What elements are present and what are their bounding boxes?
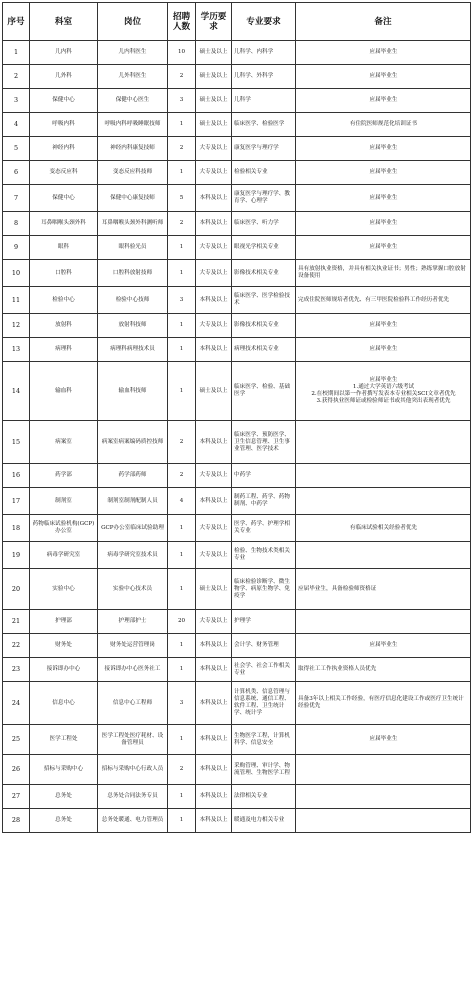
cell-no: 5 xyxy=(3,137,30,161)
cell-note: 应届毕业生 xyxy=(296,185,471,212)
table-row xyxy=(3,212,471,236)
cell-edu: 大专及以上 xyxy=(196,515,232,542)
cell-req: 护理学 xyxy=(232,610,296,634)
cell-note: 应届毕业生 xyxy=(296,725,471,755)
header-no: 序号 xyxy=(3,3,30,41)
cell-note: 应届毕业生 xyxy=(296,338,471,362)
cell-note xyxy=(296,785,471,809)
cell-post: 信息中心工程师 xyxy=(98,682,168,725)
cell-edu: 本科及以上 xyxy=(196,682,232,725)
cell-req: 影像技术相关专业 xyxy=(232,314,296,338)
cell-dept: 总务处 xyxy=(30,785,98,809)
table-row xyxy=(3,362,471,421)
cell-req: 会计学、财务管理 xyxy=(232,634,296,658)
cell-count: 1 xyxy=(168,634,196,658)
cell-count: 2 xyxy=(168,755,196,785)
cell-post: GCP办公室临床试验助理 xyxy=(98,515,168,542)
cell-req: 暖通及电力相关专业 xyxy=(232,809,296,833)
table-row xyxy=(3,137,471,161)
cell-req: 检验相关专业 xyxy=(232,161,296,185)
table-row xyxy=(3,725,471,755)
cell-dept: 接诉即办中心 xyxy=(30,658,98,682)
cell-post: 招标与采购中心行政人员 xyxy=(98,755,168,785)
cell-dept: 医学工程处 xyxy=(30,725,98,755)
table-row xyxy=(3,610,471,634)
cell-count: 1 xyxy=(168,809,196,833)
table-row xyxy=(3,755,471,785)
cell-note: 应届毕业生 xyxy=(296,236,471,260)
cell-no: 6 xyxy=(3,161,30,185)
cell-post: 制剂室制剂配制人员 xyxy=(98,488,168,515)
cell-dept: 神经内科 xyxy=(30,137,98,161)
table-row xyxy=(3,809,471,833)
recruitment-table-sheet xyxy=(2,2,470,833)
cell-no: 17 xyxy=(3,488,30,515)
cell-req: 中药学 xyxy=(232,464,296,488)
cell-req: 临床医学、检验、基础医学 xyxy=(232,362,296,421)
cell-count: 2 xyxy=(168,464,196,488)
cell-edu: 本科及以上 xyxy=(196,421,232,464)
cell-edu: 大专及以上 xyxy=(196,137,232,161)
cell-count: 1 xyxy=(168,658,196,682)
table-row xyxy=(3,161,471,185)
cell-count: 20 xyxy=(168,610,196,634)
cell-post: 保健中心医生 xyxy=(98,89,168,113)
cell-edu: 本科及以上 xyxy=(196,287,232,314)
cell-count: 1 xyxy=(168,338,196,362)
cell-no: 11 xyxy=(3,287,30,314)
cell-edu: 本科及以上 xyxy=(196,785,232,809)
cell-post: 财务处运营管理岗 xyxy=(98,634,168,658)
table-row xyxy=(3,41,471,65)
cell-edu: 大专及以上 xyxy=(196,161,232,185)
cell-post: 放射科技师 xyxy=(98,314,168,338)
cell-req: 儿科学、内科学 xyxy=(232,41,296,65)
cell-count: 1 xyxy=(168,569,196,610)
cell-req: 康复医学与理疗学 xyxy=(232,137,296,161)
cell-post: 儿内科医生 xyxy=(98,41,168,65)
cell-dept: 眼科 xyxy=(30,236,98,260)
cell-dept: 输血科 xyxy=(30,362,98,421)
cell-edu: 硕士及以上 xyxy=(196,362,232,421)
cell-req: 病理技术相关专业 xyxy=(232,338,296,362)
cell-req: 儿科学 xyxy=(232,89,296,113)
cell-req: 眼视光学相关专业 xyxy=(232,236,296,260)
cell-edu: 本科及以上 xyxy=(196,658,232,682)
table-row xyxy=(3,113,471,137)
cell-edu: 硕士及以上 xyxy=(196,41,232,65)
cell-req: 检验、生物技术类相关专业 xyxy=(232,542,296,569)
cell-note: 有临床试验相关经验者优先 xyxy=(296,515,471,542)
cell-edu: 硕士及以上 xyxy=(196,113,232,137)
cell-post: 保健中心康复技师 xyxy=(98,185,168,212)
table-body xyxy=(3,41,471,833)
cell-post: 口腔科放射技师 xyxy=(98,260,168,287)
cell-dept: 病理科 xyxy=(30,338,98,362)
cell-note: 应届毕业生 xyxy=(296,634,471,658)
cell-post: 儿外科医生 xyxy=(98,65,168,89)
header-post: 岗位 xyxy=(98,3,168,41)
table-row xyxy=(3,542,471,569)
cell-edu: 大专及以上 xyxy=(196,464,232,488)
cell-post: 药学部药师 xyxy=(98,464,168,488)
cell-post: 病毒学研究室技术员 xyxy=(98,542,168,569)
cell-no: 9 xyxy=(3,236,30,260)
cell-post: 总务处合同法务专员 xyxy=(98,785,168,809)
cell-note: 应届毕业生 xyxy=(296,41,471,65)
cell-dept: 口腔科 xyxy=(30,260,98,287)
cell-no: 28 xyxy=(3,809,30,833)
cell-dept: 保健中心 xyxy=(30,89,98,113)
cell-note: 应届毕业生，具备检验师资格证 xyxy=(296,569,471,610)
cell-edu: 本科及以上 xyxy=(196,338,232,362)
header-edu: 学历要求 xyxy=(196,3,232,41)
header-count: 招聘人数 xyxy=(168,3,196,41)
header-note: 备注 xyxy=(296,3,471,41)
cell-no: 14 xyxy=(3,362,30,421)
table-row xyxy=(3,185,471,212)
cell-note: 应届毕业生 xyxy=(296,314,471,338)
cell-no: 4 xyxy=(3,113,30,137)
cell-count: 4 xyxy=(168,488,196,515)
cell-dept: 儿外科 xyxy=(30,65,98,89)
cell-edu: 本科及以上 xyxy=(196,634,232,658)
cell-no: 1 xyxy=(3,41,30,65)
cell-edu: 硕士及以上 xyxy=(196,65,232,89)
table-row xyxy=(3,287,471,314)
cell-note: 应届毕业生 1.通过大学英语六级考试 2.在校期间以第一作者撰写发表本专业相关SCI文章者优先 3.获得执业医师证或检验师证书或其他突出表现者优先 xyxy=(296,362,471,421)
cell-post: 检验中心技师 xyxy=(98,287,168,314)
cell-note: 应届毕业生 xyxy=(296,212,471,236)
cell-count: 1 xyxy=(168,314,196,338)
cell-count: 2 xyxy=(168,65,196,89)
header-dept: 科室 xyxy=(30,3,98,41)
cell-no: 3 xyxy=(3,89,30,113)
cell-edu: 大专及以上 xyxy=(196,542,232,569)
cell-count: 1 xyxy=(168,161,196,185)
cell-no: 2 xyxy=(3,65,30,89)
cell-note xyxy=(296,464,471,488)
cell-note xyxy=(296,421,471,464)
cell-edu: 大专及以上 xyxy=(196,610,232,634)
cell-post: 总务处暖通、电力管理员 xyxy=(98,809,168,833)
cell-dept: 耳鼻咽喉头颈外科 xyxy=(30,212,98,236)
cell-count: 3 xyxy=(168,287,196,314)
cell-count: 1 xyxy=(168,113,196,137)
table-row xyxy=(3,338,471,362)
cell-post: 变态反应科技师 xyxy=(98,161,168,185)
cell-no: 18 xyxy=(3,515,30,542)
cell-req: 社会学、社会工作相关专业 xyxy=(232,658,296,682)
cell-edu: 硕士及以上 xyxy=(196,89,232,113)
cell-post: 呼吸内科呼吸睡眠技师 xyxy=(98,113,168,137)
cell-count: 3 xyxy=(168,682,196,725)
table-row xyxy=(3,89,471,113)
cell-count: 1 xyxy=(168,236,196,260)
cell-no: 26 xyxy=(3,755,30,785)
table-row xyxy=(3,785,471,809)
cell-post: 输血科技师 xyxy=(98,362,168,421)
table-row xyxy=(3,260,471,287)
cell-note xyxy=(296,809,471,833)
table-row xyxy=(3,464,471,488)
cell-edu: 大专及以上 xyxy=(196,260,232,287)
cell-note: 应届毕业生 xyxy=(296,65,471,89)
cell-no: 15 xyxy=(3,421,30,464)
cell-count: 5 xyxy=(168,185,196,212)
cell-count: 1 xyxy=(168,515,196,542)
recruitment-table xyxy=(2,2,471,833)
cell-note xyxy=(296,488,471,515)
cell-req: 影像技术相关专业 xyxy=(232,260,296,287)
cell-note: 完成住院医师规培者优先、有三甲医院检验科工作经历者优先 xyxy=(296,287,471,314)
cell-note xyxy=(296,755,471,785)
cell-note: 有住院医师规范化培训证书 xyxy=(296,113,471,137)
cell-post: 病理科病理技术员 xyxy=(98,338,168,362)
cell-note: 取得社工工作执业资格人员优先 xyxy=(296,658,471,682)
cell-no: 23 xyxy=(3,658,30,682)
cell-dept: 变态反应科 xyxy=(30,161,98,185)
cell-post: 医学工程处医疗耗材、设备管理员 xyxy=(98,725,168,755)
cell-req: 临床检验诊断学、微生物学、病原生物学、免疫学 xyxy=(232,569,296,610)
cell-dept: 信息中心 xyxy=(30,682,98,725)
table-row xyxy=(3,658,471,682)
cell-no: 21 xyxy=(3,610,30,634)
cell-req: 制药工程、药学、药物制剂、中药学 xyxy=(232,488,296,515)
cell-req: 采购管理、审计学、物流管理、生物医学工程 xyxy=(232,755,296,785)
cell-req: 生物医学工程，计算机科学、信息安全 xyxy=(232,725,296,755)
cell-post: 耳鼻咽喉头颈外科测听师 xyxy=(98,212,168,236)
cell-no: 7 xyxy=(3,185,30,212)
table-row xyxy=(3,314,471,338)
cell-note: 具有放射执业资格，并具有相关执业证书；男性；熟练掌握口腔放射设备使用 xyxy=(296,260,471,287)
cell-no: 27 xyxy=(3,785,30,809)
cell-dept: 病毒学研究室 xyxy=(30,542,98,569)
cell-no: 16 xyxy=(3,464,30,488)
cell-no: 22 xyxy=(3,634,30,658)
cell-post: 护理部护士 xyxy=(98,610,168,634)
table-row xyxy=(3,421,471,464)
cell-count: 1 xyxy=(168,785,196,809)
cell-note xyxy=(296,542,471,569)
cell-dept: 药物临床试验机构(GCP)办公室 xyxy=(30,515,98,542)
cell-dept: 检验中心 xyxy=(30,287,98,314)
cell-req: 儿科学、外科学 xyxy=(232,65,296,89)
cell-edu: 本科及以上 xyxy=(196,488,232,515)
cell-dept: 制剂室 xyxy=(30,488,98,515)
cell-dept: 招标与采购中心 xyxy=(30,755,98,785)
cell-count: 1 xyxy=(168,725,196,755)
cell-count: 2 xyxy=(168,137,196,161)
cell-dept: 放射科 xyxy=(30,314,98,338)
cell-count: 10 xyxy=(168,41,196,65)
cell-post: 病案室病案编码质控技师 xyxy=(98,421,168,464)
header-req: 专业要求 xyxy=(232,3,296,41)
table-header-row xyxy=(3,3,471,41)
cell-dept: 病案室 xyxy=(30,421,98,464)
cell-count: 3 xyxy=(168,89,196,113)
cell-req: 临床医学、检验医学 xyxy=(232,113,296,137)
cell-count: 1 xyxy=(168,362,196,421)
cell-count: 1 xyxy=(168,542,196,569)
table-row xyxy=(3,65,471,89)
cell-note: 应届毕业生 xyxy=(296,89,471,113)
cell-edu: 大专及以上 xyxy=(196,236,232,260)
cell-req: 临床医学、听力学 xyxy=(232,212,296,236)
table-row xyxy=(3,569,471,610)
cell-edu: 本科及以上 xyxy=(196,725,232,755)
cell-dept: 药学部 xyxy=(30,464,98,488)
cell-no: 12 xyxy=(3,314,30,338)
cell-req: 临床医学、预防医学、卫生信息管理、卫生事业管理、医学技术 xyxy=(232,421,296,464)
cell-note: 应届毕业生 xyxy=(296,161,471,185)
cell-edu: 硕士及以上 xyxy=(196,569,232,610)
cell-edu: 本科及以上 xyxy=(196,185,232,212)
cell-req: 医学、药学、护理学相关专业 xyxy=(232,515,296,542)
cell-edu: 本科及以上 xyxy=(196,212,232,236)
cell-req: 临床医学、医学检验技术 xyxy=(232,287,296,314)
cell-dept: 儿内科 xyxy=(30,41,98,65)
cell-req: 康复医学与理疗学、教育学、心理学 xyxy=(232,185,296,212)
cell-no: 19 xyxy=(3,542,30,569)
cell-count: 1 xyxy=(168,260,196,287)
cell-no: 8 xyxy=(3,212,30,236)
table-row xyxy=(3,515,471,542)
cell-dept: 总务处 xyxy=(30,809,98,833)
cell-post: 眼科验光员 xyxy=(98,236,168,260)
cell-dept: 护理部 xyxy=(30,610,98,634)
cell-no: 10 xyxy=(3,260,30,287)
cell-no: 13 xyxy=(3,338,30,362)
cell-note: 应届毕业生 xyxy=(296,137,471,161)
cell-dept: 财务处 xyxy=(30,634,98,658)
table-row xyxy=(3,236,471,260)
cell-dept: 呼吸内科 xyxy=(30,113,98,137)
cell-edu: 本科及以上 xyxy=(196,755,232,785)
cell-no: 20 xyxy=(3,569,30,610)
cell-no: 25 xyxy=(3,725,30,755)
cell-dept: 实验中心 xyxy=(30,569,98,610)
cell-note: 具备3年以上相关工作经验，有医疗信息化建设工作或医疗卫生统计经验优先 xyxy=(296,682,471,725)
cell-dept: 保健中心 xyxy=(30,185,98,212)
cell-count: 2 xyxy=(168,421,196,464)
cell-req: 计算机类、信息管理与信息系统、通信工程、软件工程、卫生统计学、统计学 xyxy=(232,682,296,725)
cell-post: 实验中心技术员 xyxy=(98,569,168,610)
cell-no: 24 xyxy=(3,682,30,725)
cell-count: 2 xyxy=(168,212,196,236)
cell-edu: 本科及以上 xyxy=(196,809,232,833)
cell-note xyxy=(296,610,471,634)
table-row xyxy=(3,488,471,515)
table-row xyxy=(3,634,471,658)
cell-req: 法律相关专业 xyxy=(232,785,296,809)
cell-edu: 大专及以上 xyxy=(196,314,232,338)
table-row xyxy=(3,682,471,725)
cell-post: 接诉即办中心医务社工 xyxy=(98,658,168,682)
cell-post: 神经内科康复技师 xyxy=(98,137,168,161)
